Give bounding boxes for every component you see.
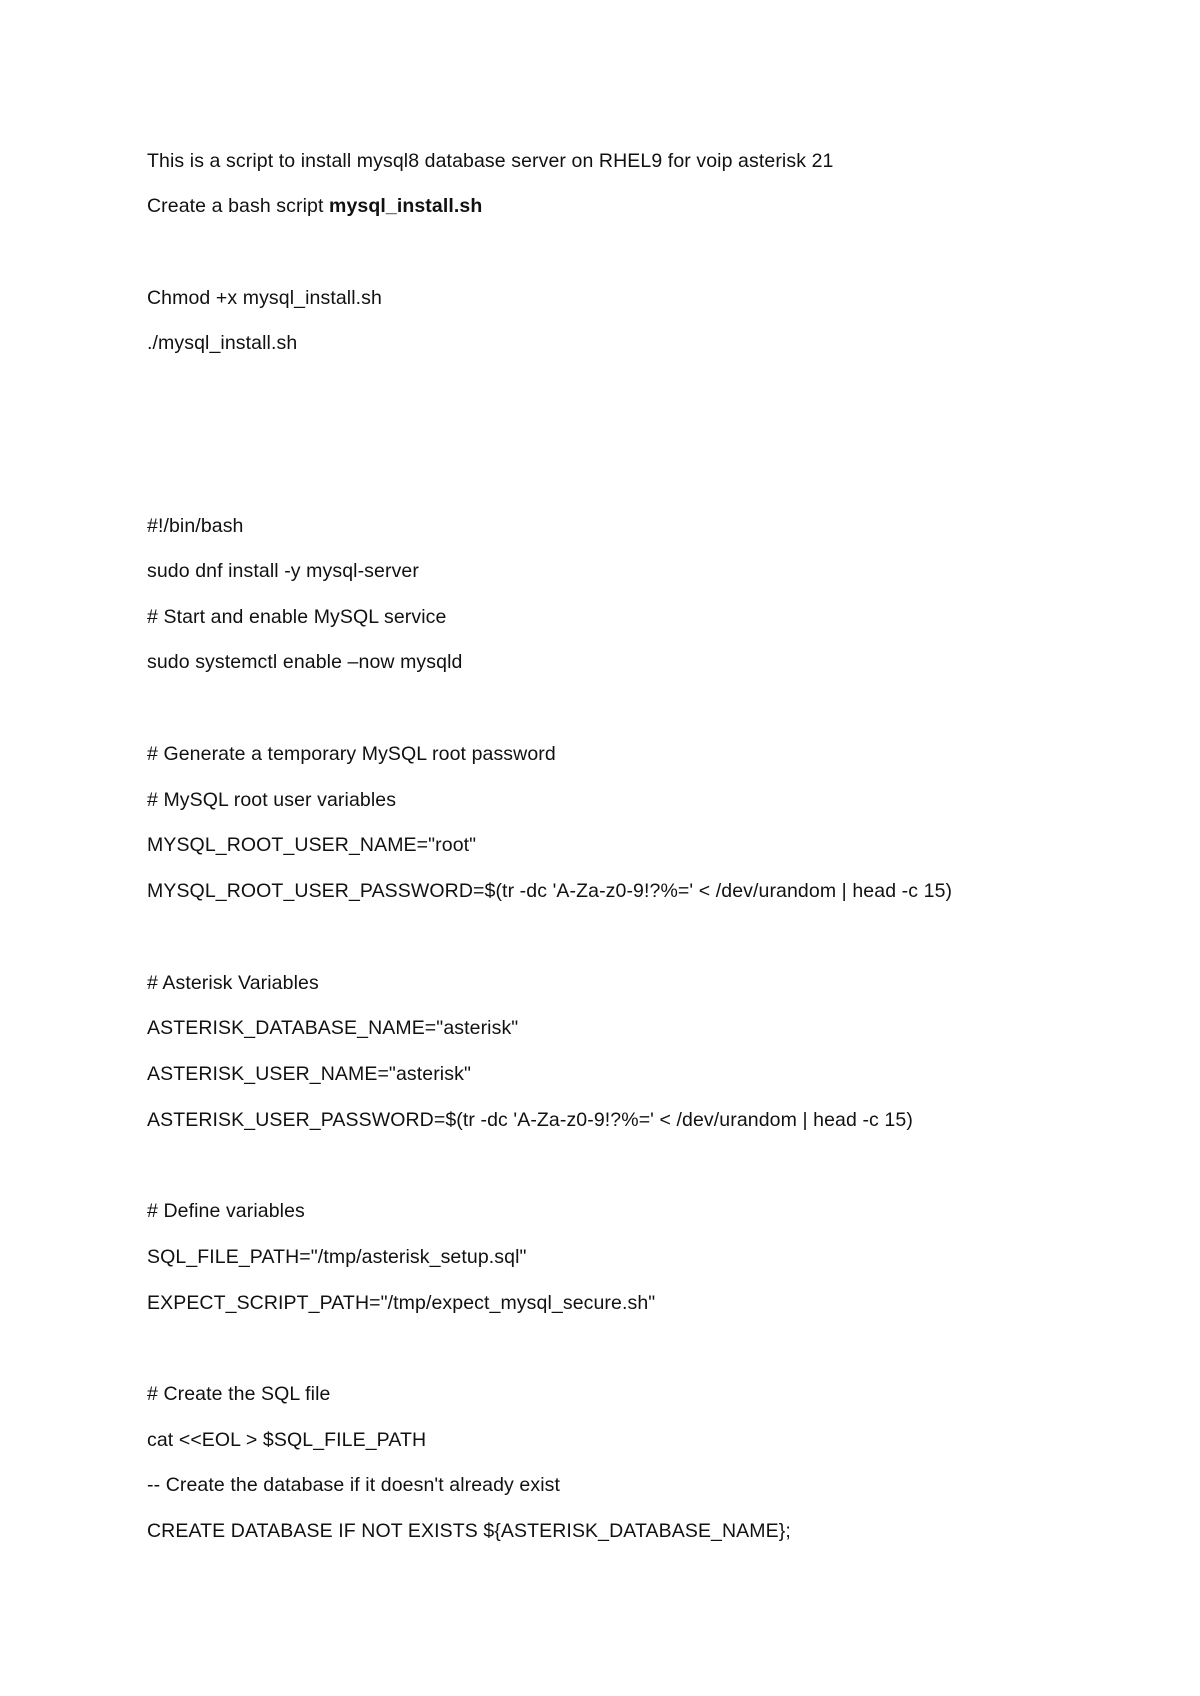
- code-line: sudo dnf install -y mysql-server: [147, 560, 419, 582]
- code-line: sudo systemctl enable –now mysqld: [147, 651, 463, 673]
- code-line: ASTERISK_USER_NAME="asterisk": [147, 1063, 471, 1085]
- code-line: MYSQL_ROOT_USER_PASSWORD=$(tr -dc 'A-Za-z0-9!?%=' < /dev/urandom | head -c 15): [147, 880, 953, 902]
- code-line: cat <<EOL > $SQL_FILE_PATH: [147, 1429, 427, 1451]
- code-line: -- Create the database if it doesn't already exist: [147, 1474, 561, 1496]
- run-line: ./mysql_install.sh: [147, 332, 298, 354]
- intro-line: This is a script to install mysql8 database server on RHEL9 for voip asterisk 21: [147, 150, 834, 172]
- code-line: EXPECT_SCRIPT_PATH="/tmp/expect_mysql_secure.sh": [147, 1292, 656, 1314]
- code-comment: # Start and enable MySQL service: [147, 606, 447, 628]
- create-script-line: [147, 194, 482, 218]
- code-comment: # Create the SQL file: [147, 1383, 331, 1405]
- script-filename: mysql_install.sh: [329, 195, 483, 217]
- code-line: SQL_FILE_PATH="/tmp/asterisk_setup.sql": [147, 1246, 527, 1268]
- code-line: ASTERISK_DATABASE_NAME="asterisk": [147, 1017, 519, 1039]
- code-line: MYSQL_ROOT_USER_NAME="root": [147, 834, 477, 856]
- code-comment: # Define variables: [147, 1200, 305, 1222]
- code-comment: # MySQL root user variables: [147, 789, 397, 811]
- chmod-line: Chmod +x mysql_install.sh: [147, 287, 382, 309]
- code-comment: # Asterisk Variables: [147, 972, 319, 994]
- code-comment: # Generate a temporary MySQL root password: [147, 743, 556, 765]
- create-script-prefix: Create a bash script: [147, 195, 330, 217]
- code-line: CREATE DATABASE IF NOT EXISTS ${ASTERISK_DATABASE_NAME};: [147, 1520, 791, 1542]
- code-line: #!/bin/bash: [147, 515, 244, 537]
- code-line: ASTERISK_USER_PASSWORD=$(tr -dc 'A-Za-z0-9!?%=' < /dev/urandom | head -c 15): [147, 1109, 913, 1131]
